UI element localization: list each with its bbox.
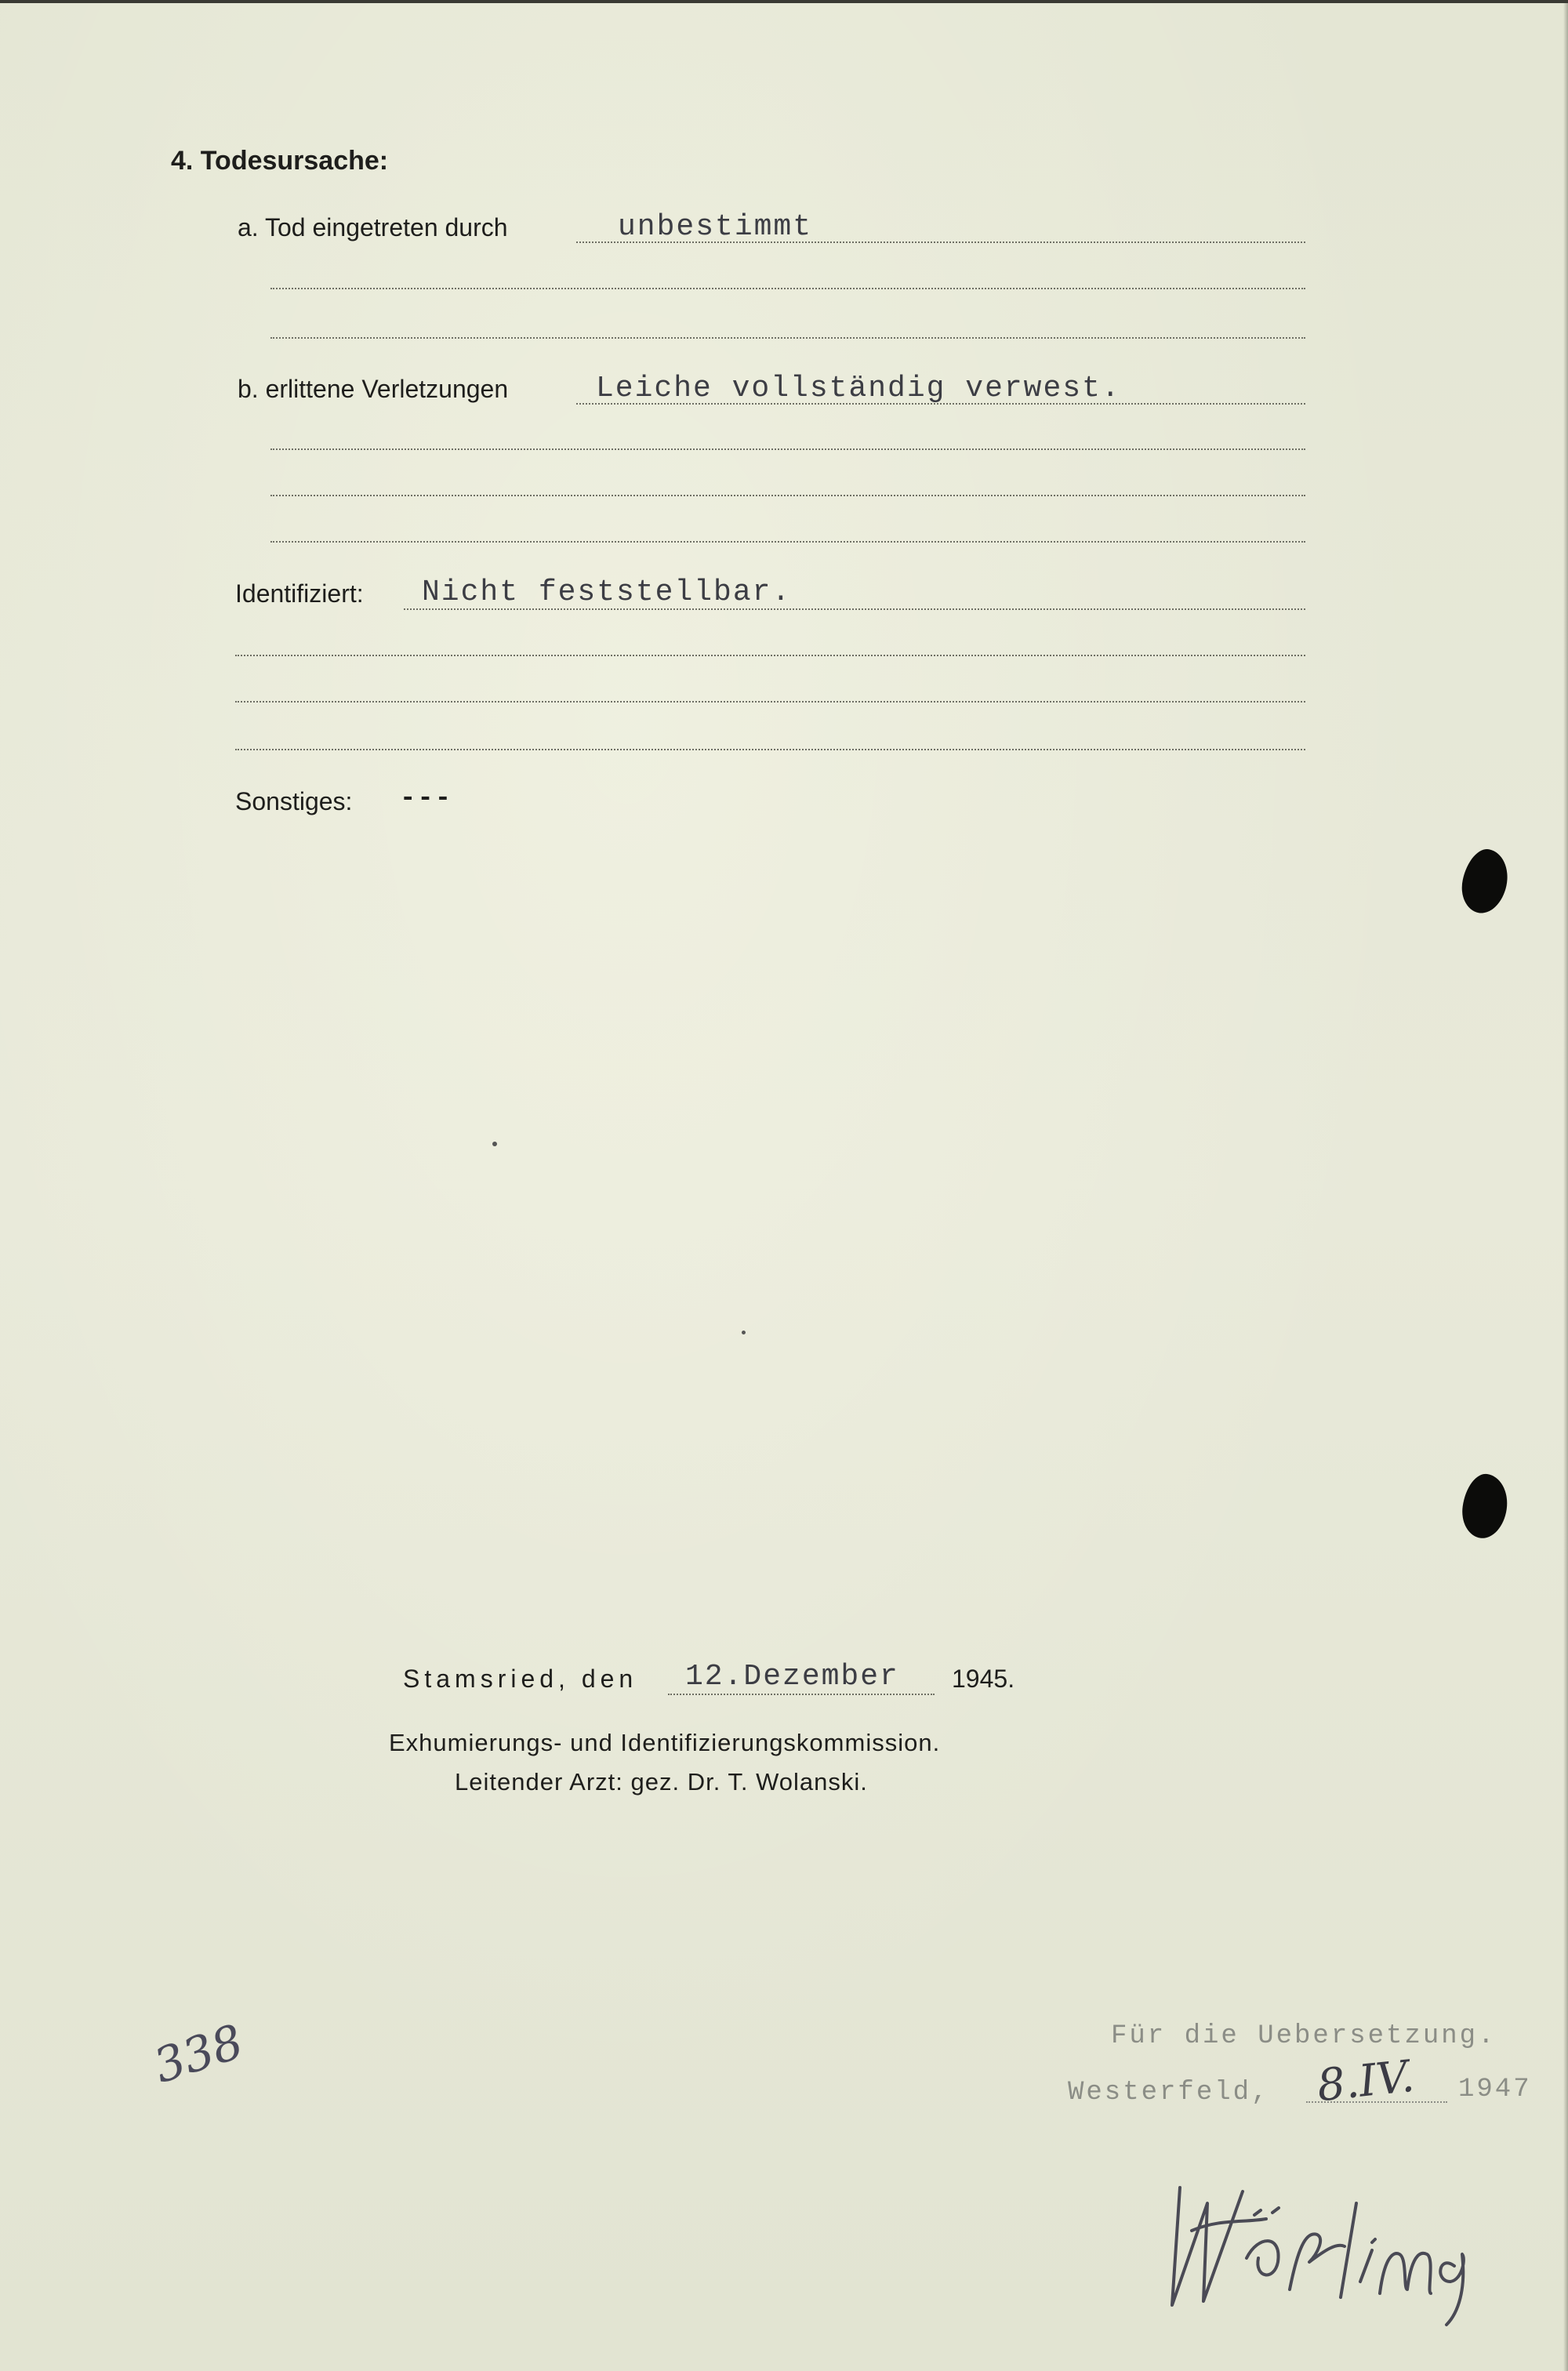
identified-value: Nicht feststellbar. [422, 576, 792, 609]
identified-blank-line-3 [235, 749, 1305, 750]
other-value: --- [400, 784, 453, 814]
footer-physician: Leitender Arzt: gez. Dr. T. Wolanski. [455, 1768, 868, 1795]
injuries-value: Leiche vollständig verwest. [596, 372, 1121, 405]
injuries-label: b. erlittene Verletzungen [238, 375, 509, 403]
translation-stamp-date-handwritten: 8.IV. [1314, 2050, 1417, 2112]
identified-label: Identifiziert: [235, 579, 364, 608]
injuries-blank-line-3 [270, 541, 1305, 543]
cause-blank-line-1 [270, 288, 1305, 289]
page-right-shadow [1563, 0, 1568, 2371]
signature-handwritten [1149, 2156, 1501, 2329]
punch-hole-upper [1457, 845, 1513, 917]
translation-stamp-place: Westerfeld, [1068, 2078, 1270, 2108]
margin-number-handwritten: 338 [147, 2014, 250, 2094]
cause-blank-line-2 [270, 337, 1305, 339]
identified-blank-line-2 [235, 701, 1305, 703]
cause-value: unbestimmt [618, 210, 813, 244]
paper-speck [742, 1331, 746, 1334]
punch-hole-lower [1459, 1472, 1512, 1541]
translation-stamp-line1: Für die Uebersetzung. [1111, 2021, 1497, 2051]
cause-label: a. Tod eingetreten durch [238, 213, 508, 241]
signature-strokes [1149, 2156, 1501, 2329]
injuries-blank-line-2 [270, 495, 1305, 496]
section-heading: 4. Todesursache: [171, 146, 389, 176]
translation-stamp-year: 1947 [1458, 2075, 1532, 2104]
footer-date: 12.Dezember [685, 1660, 899, 1694]
footer-place-prefix: Stamsried, den [403, 1665, 638, 1693]
page-top-edge [0, 0, 1568, 3]
footer-year: 1945. [952, 1665, 1015, 1693]
paper-speck [492, 1142, 497, 1146]
other-label: Sonstiges: [235, 787, 353, 815]
identified-blank-line-1 [235, 655, 1305, 656]
footer-commission: Exhumierungs- und Identifizierungskommission. [389, 1729, 941, 1756]
injuries-blank-line-1 [270, 448, 1305, 450]
footer-date-dotted-line [668, 1694, 935, 1695]
